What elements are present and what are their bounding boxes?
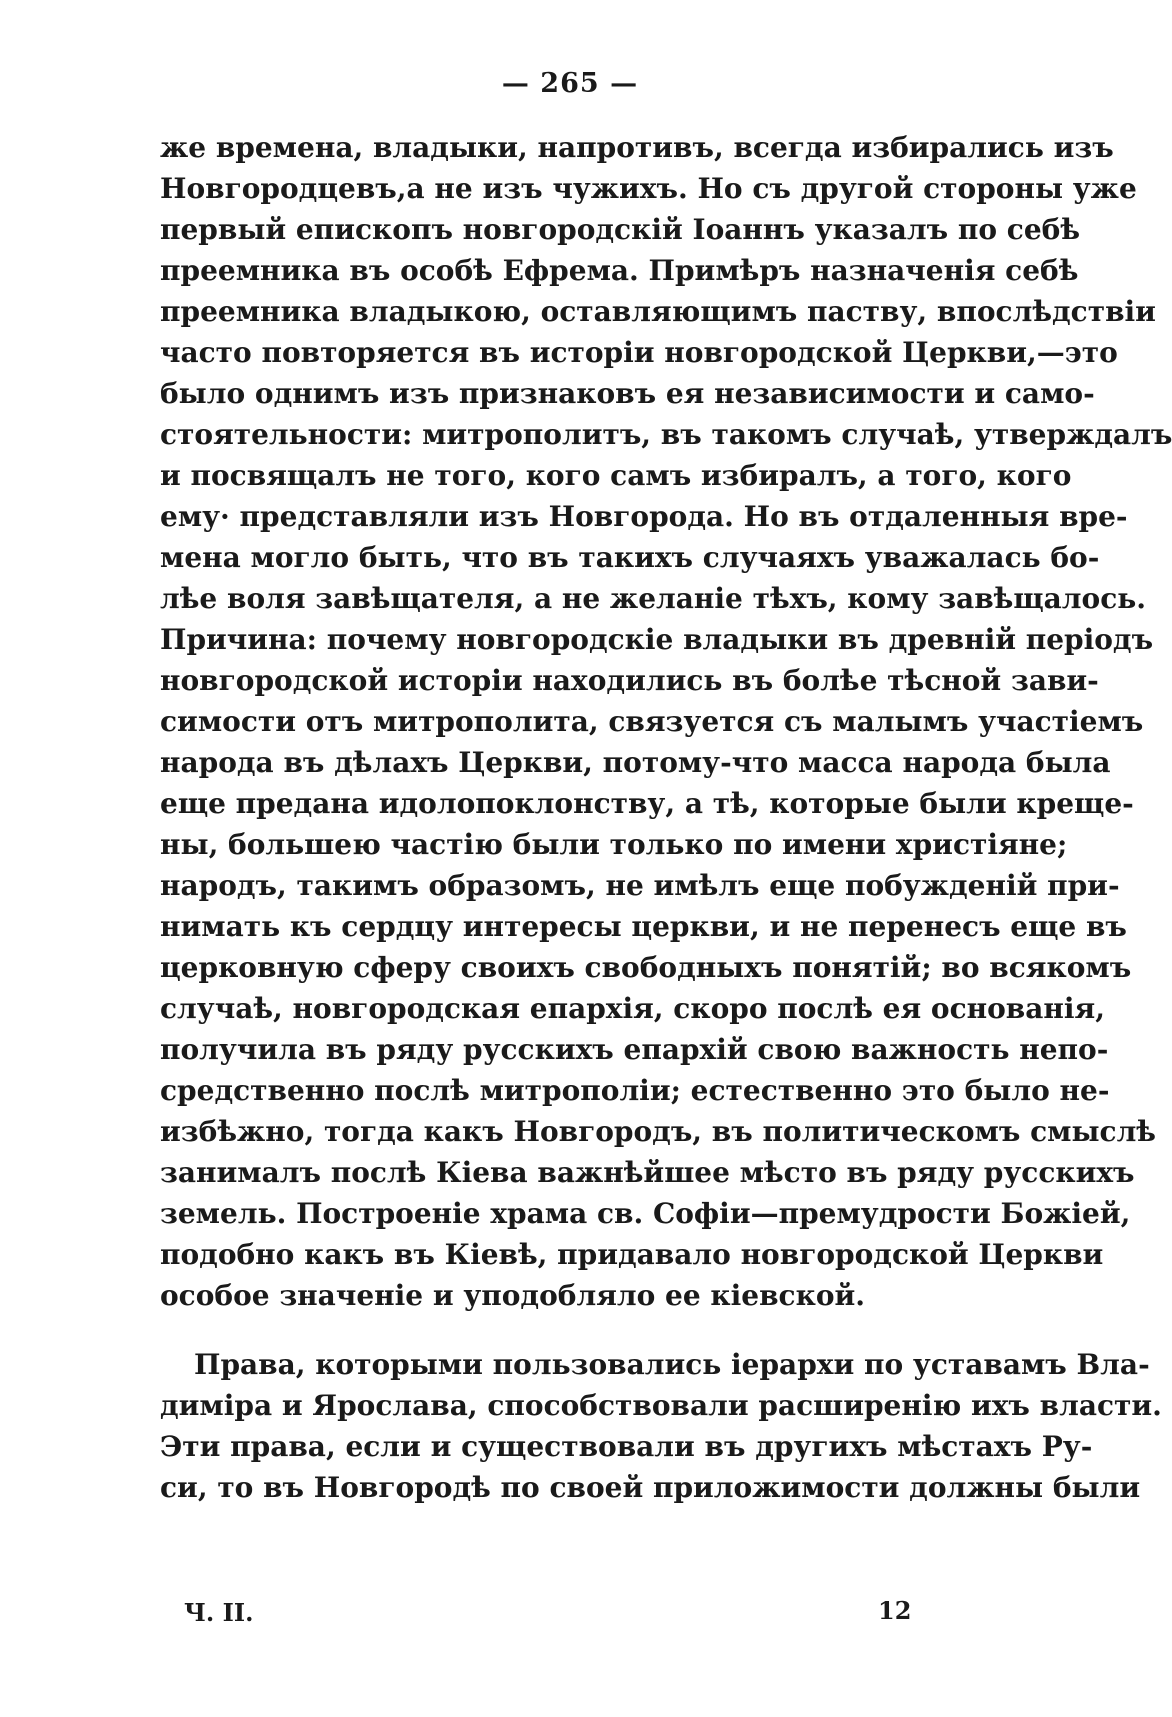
text-line: подобно какъ въ Кіевѣ, придавало новгородской Церкви (160, 1238, 1104, 1271)
text-line: избѣжно, тогда какъ Новгородъ, въ политическомъ смыслѣ (160, 1115, 1156, 1148)
text-line: мена могло быть, что въ такихъ случаяхъ уважалась бо- (160, 541, 1100, 574)
text-line: ему· представляли изъ Новгорода. Но въ отдаленныя вре- (160, 500, 1128, 533)
text-line: случаѣ, новгородская епархія, скоро послѣ ея основанія, (160, 992, 1105, 1025)
text-line: земель. Построеніе храма св. Софіи—премудрости Божіей, (160, 1197, 1131, 1230)
text-line: лѣе воля завѣщателя, а не желаніе тѣхъ, кому завѣщалось. (160, 582, 1147, 615)
text-line: народъ, такимъ образомъ, не имѣлъ еще побужденій при- (160, 869, 1120, 902)
text-line: церковную сферу своихъ свободныхъ понятій; во всякомъ (160, 951, 1132, 984)
text-line: диміра и Ярослава, способствовали расширенію ихъ власти. (160, 1389, 1162, 1422)
text-line: и посвящалъ не того, кого самъ избиралъ, а того, кого (160, 459, 1072, 492)
paragraph-1 (160, 127, 1172, 1316)
signature-number: 12 (878, 1596, 912, 1625)
text-line: Причина: почему новгородскіе владыки въ древній періодъ (160, 623, 1154, 656)
text-line: си, то въ Новгородѣ по своей приложимости должны были (160, 1471, 1141, 1504)
text-line: Права, которыми пользовались іерархи по уставамъ Вла- (194, 1348, 1150, 1381)
body-text (160, 127, 1172, 1508)
text-line: средственно послѣ митрополіи; естественно это было не- (160, 1074, 1110, 1107)
paragraph-gap (160, 1316, 980, 1344)
text-line: же времена, владыки, напротивъ, всегда избирались изъ (160, 131, 1114, 164)
text-line: еще предана идолопоклонству, а тѣ, которые были крещe- (160, 787, 1134, 820)
text-line: новгородской исторіи находились въ болѣе тѣсной зави- (160, 664, 1099, 697)
text-line: преемника въ особѣ Ефрема. Примѣръ назначенія себѣ (160, 254, 1079, 287)
text-line: особое значеніе и уподобляло ее кіевской. (160, 1279, 866, 1312)
text-line: нимать къ сердцу интересы церкви, и не перенесъ еще въ (160, 910, 1127, 943)
text-line: ны, большею частію были только по имени христіяне; (160, 828, 1068, 861)
text-line: преемника владыкою, оставляющимъ паству, впослѣдствіи (160, 295, 1156, 328)
text-line: было однимъ изъ признаковъ ея независимости и само- (160, 377, 1095, 410)
text-line: получила въ ряду русскихъ епархій свою важность непо- (160, 1033, 1109, 1066)
page-number-header: — 265 — (501, 68, 639, 99)
signature-mark: Ч. II. (184, 1598, 254, 1627)
text-line: симости отъ митрополита, связуется съ малымъ участіемъ (160, 705, 1144, 738)
text-line: Новгородцевъ,а не изъ чужихъ. Но съ другой стороны уже (160, 172, 1137, 205)
paragraph-2 (160, 1344, 1162, 1508)
text-line: стоятельности: митрополитъ, въ такомъ случаѣ, утверждалъ (160, 418, 1172, 451)
text-line: народа въ дѣлахъ Церкви, потому-что масса народа была (160, 746, 1111, 779)
text-line: Эти права, если и существовали въ другихъ мѣстахъ Ру- (160, 1430, 1093, 1463)
text-line: первый епископъ новгородскій Іоаннъ указалъ по себѣ (160, 213, 1081, 246)
text-line: занималъ послѣ Кіева важнѣйшее мѣсто въ ряду русскихъ (160, 1156, 1135, 1189)
text-line: часто повторяется въ исторіи новгородской Церкви,—это (160, 336, 1118, 369)
